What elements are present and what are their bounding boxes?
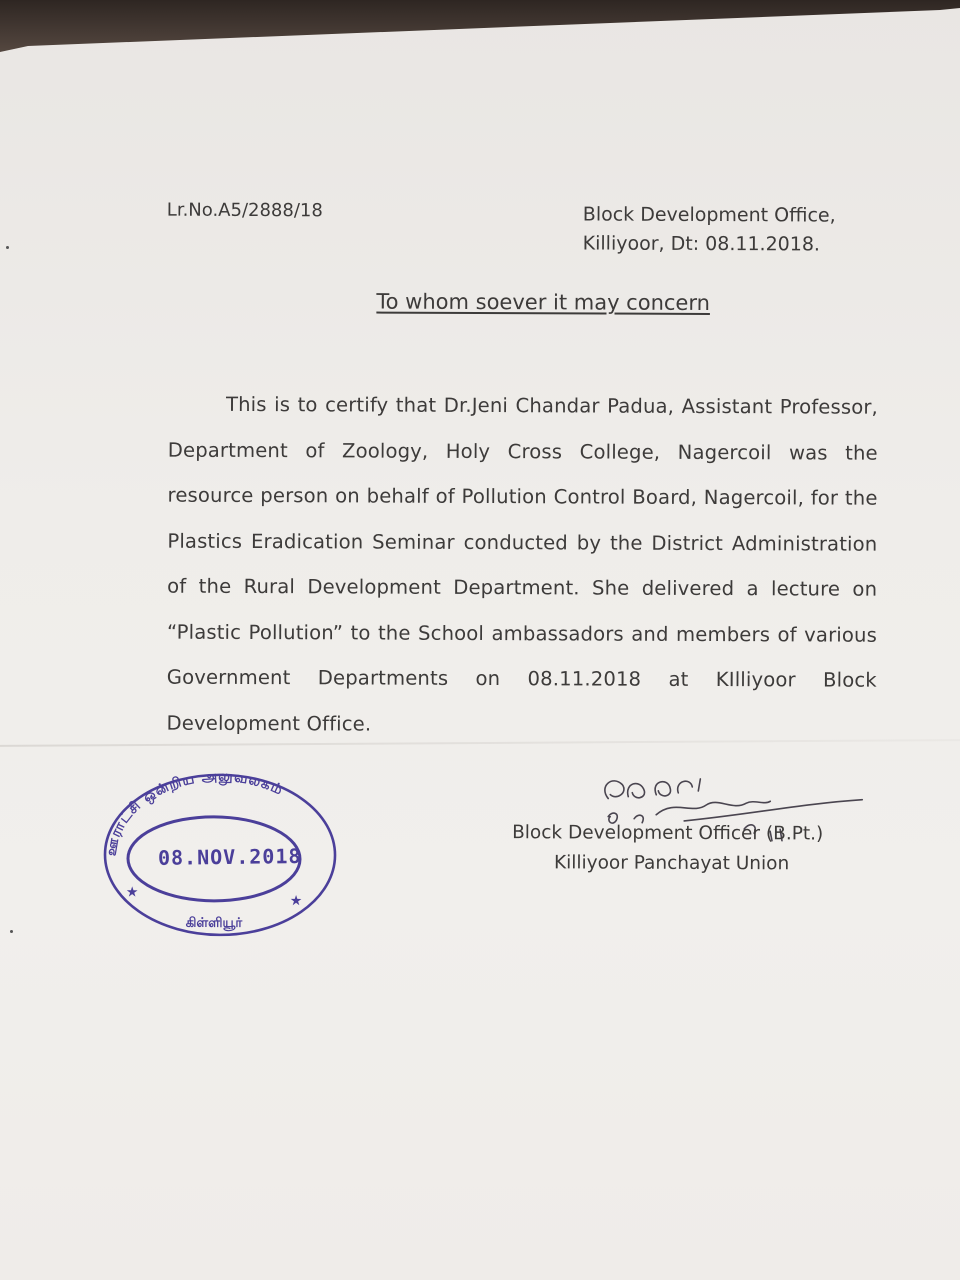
reference-number: Lr.No.A5/2888/18 [166,199,323,222]
paper-speck [10,930,13,933]
seal-place-text: கிள்ளியூர் [185,915,243,931]
svg-text:★: ★ [125,884,139,901]
seal-date: 08.NOV.2018 [157,843,302,870]
office-place-date: Killiyoor, Dt: 08.11.2018. [582,232,821,256]
paper-speck [6,246,9,249]
signatory-office: Killiyoor Panchayat Union [553,852,790,875]
office-address [583,200,836,259]
seal-ring-text: ஊராட்சி ஒன்றிய அலுவலகம் [103,768,286,858]
svg-text:★: ★ [289,893,303,910]
certificate-body: This is to certify that Dr.Jeni Chandar Padua, Assistant Professor, Department of Zoology, Holy Cross College, Nagercoil was the resource person on behalf of Pollution Control Board, Nagercoil, for the Plastics Eradication Seminar conducted by the District Administration of the Rural Development Department. She delivered a lecture on “Plastic Pollution” to the School ambassadors and members of various Government Departments on 08.11.2018 at KIlliyoor Block Development Office. [166,392,879,736]
letter-heading: To whom soever it may concern [376,289,711,316]
office-name: Block Development Office, [582,203,836,227]
signatory [512,818,823,879]
signatory-title: Block Development Officer (B.Pt.) [512,822,824,845]
